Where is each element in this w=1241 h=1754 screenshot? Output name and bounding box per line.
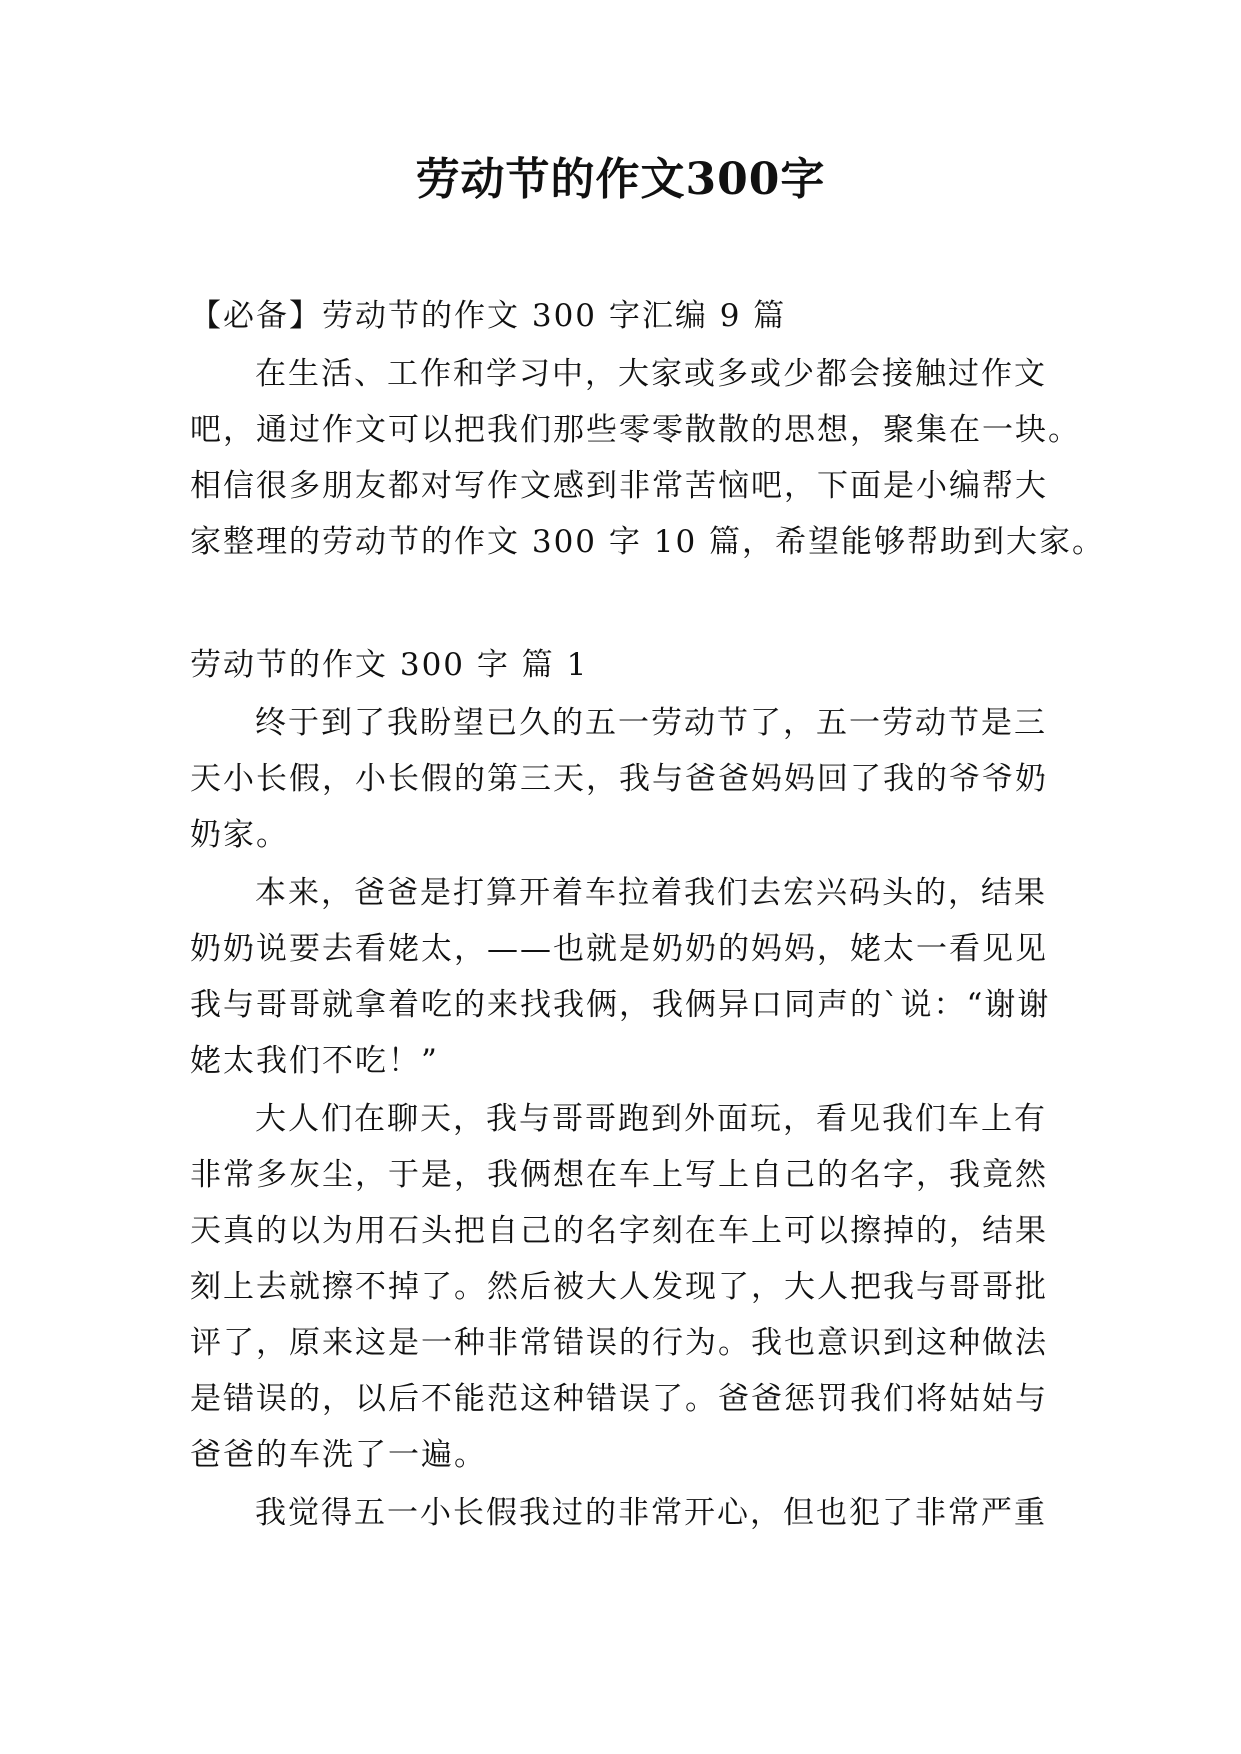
intro-line-3: 相信很多朋友都对写作文感到非常苦恼吧，下面是小编帮大	[190, 468, 1048, 504]
intro-line-4: 家整理的劳动节的作文 300 字 10 篇，希望能够帮助到大家。	[190, 524, 1106, 560]
body-line-11: 刻上去就擦不掉了。然后被大人发现了，大人把我与哥哥批	[190, 1269, 1048, 1305]
body-line-3: 奶家。	[190, 817, 289, 853]
document-title: 劳动节的作文300字	[415, 154, 826, 205]
body-line-13: 是错误的，以后不能范这种错误了。爸爸惩罚我们将姑姑与	[190, 1381, 1048, 1417]
section-heading: 劳动节的作文 300 字 篇 1	[190, 647, 589, 683]
body-line-4: 本来，爸爸是打算开着车拉着我们去宏兴码头的，结果	[255, 875, 1047, 911]
body-line-9: 非常多灰尘，于是，我俩想在车上写上自己的名字，我竟然	[190, 1157, 1048, 1193]
body-line-8: 大人们在聊天，我与哥哥跑到外面玩，看见我们车上有	[255, 1101, 1047, 1137]
intro-line-1: 在生活、工作和学习中，大家或多或少都会接触过作文	[255, 356, 1047, 392]
body-line-2: 天小长假，小长假的第三天，我与爸爸妈妈回了我的爷爷奶	[190, 761, 1048, 797]
body-line-6: 我与哥哥就拿着吃的来找我俩，我俩异口同声的`说：“谢谢	[190, 987, 1051, 1023]
body-line-10: 天真的以为用石头把自己的名字刻在车上可以擦掉的，结果	[190, 1213, 1048, 1249]
body-line-5: 奶奶说要去看姥太，——也就是奶奶的妈妈，姥太一看见见	[190, 931, 1048, 967]
body-line-1: 终于到了我盼望已久的五一劳动节了，五一劳动节是三	[255, 705, 1047, 741]
body-line-7: 姥太我们不吃！”	[190, 1043, 439, 1079]
body-line-12: 评了，原来这是一种非常错误的行为。我也意识到这种做法	[190, 1325, 1048, 1361]
intro-line-2: 吧，通过作文可以把我们那些零零散散的思想，聚集在一块。	[190, 412, 1081, 448]
subtitle-line: 【必备】劳动节的作文 300 字汇编 9 篇	[190, 298, 787, 334]
body-line-14: 爸爸的车洗了一遍。	[190, 1437, 487, 1473]
body-line-15: 我觉得五一小长假我过的非常开心，但也犯了非常严重	[255, 1495, 1047, 1531]
